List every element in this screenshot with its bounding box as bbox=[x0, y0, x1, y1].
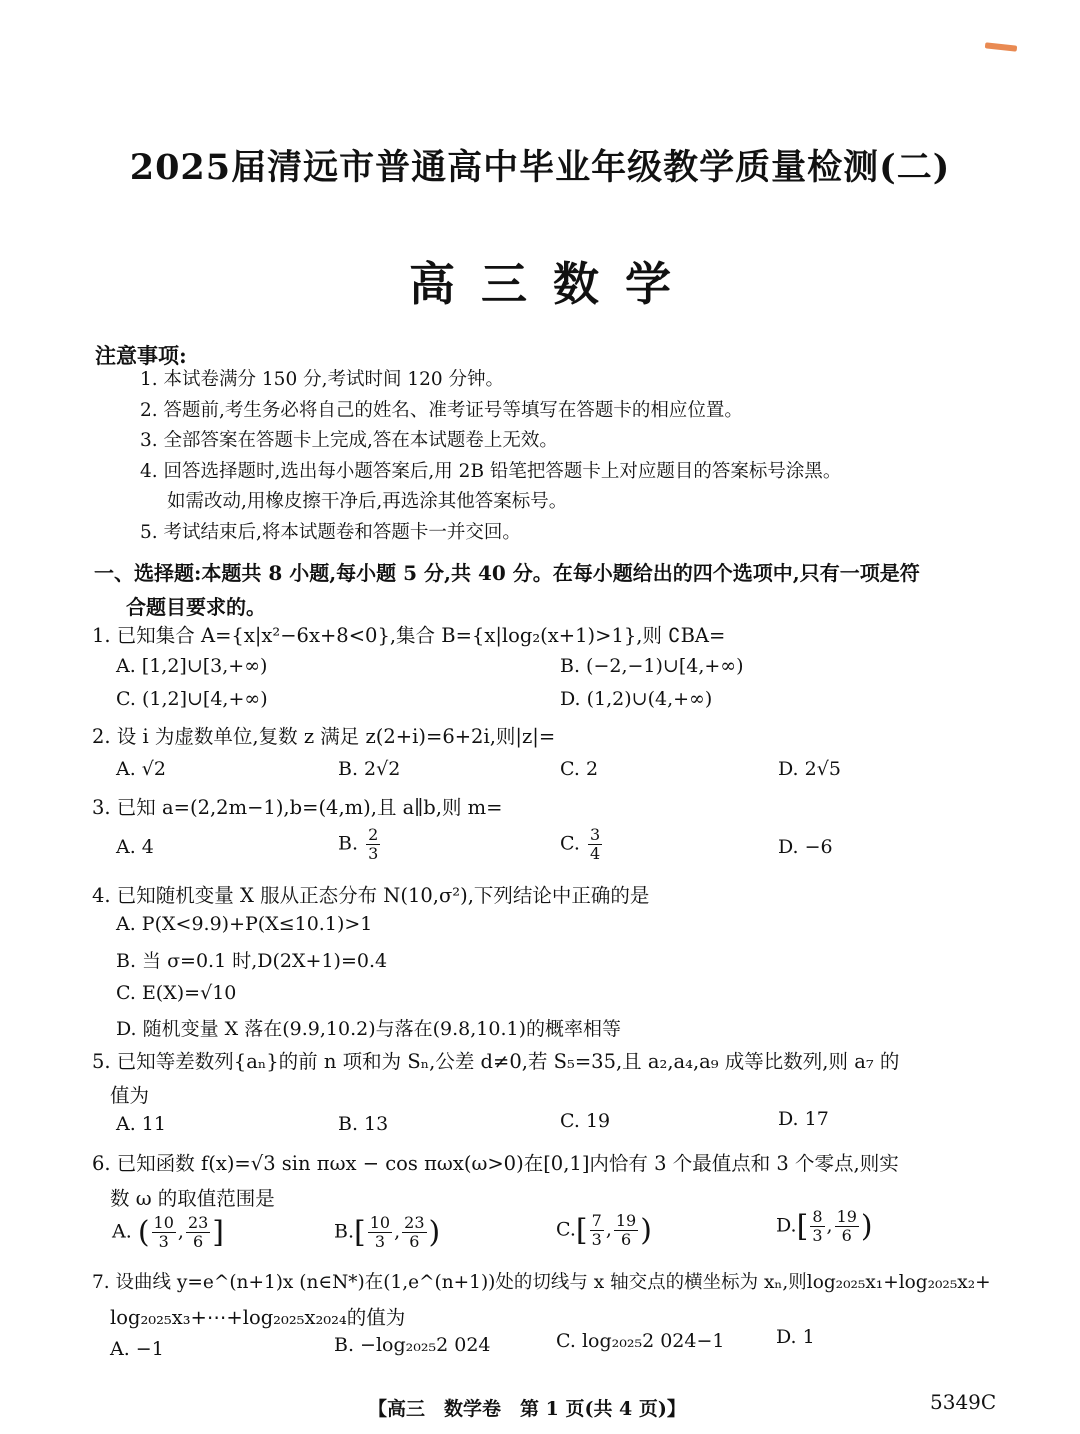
notice-item: 5. 考试结束后,将本试题卷和答题卡一并交回。 bbox=[140, 521, 521, 543]
notice-item: 1. 本试卷满分 150 分,考试时间 120 分钟。 bbox=[140, 369, 505, 390]
question-7-stem-cont: log₂₀₂₅x₃+⋯+log₂₀₂₅x₂₀₂₄的值为 bbox=[110, 1306, 406, 1329]
q4-option-d: D. 随机变量 X 落在(9.9,10.2)与落在(9.8,10.1)的概率相等 bbox=[116, 1018, 622, 1040]
q3-option-c bbox=[560, 826, 604, 863]
section-line: 合题目要求的。 bbox=[126, 595, 266, 619]
question-6-stem-cont: 数 ω 的取值范围是 bbox=[110, 1187, 275, 1210]
fraction bbox=[152, 1214, 176, 1251]
q7-option-c: C. log₂₀₂₅2 024−1 bbox=[556, 1330, 725, 1352]
paper-code: 5349C bbox=[930, 1390, 997, 1414]
q3-option-b-label: B. bbox=[338, 832, 359, 855]
interval-open: ( bbox=[137, 1215, 150, 1250]
q7-option-a: A. −1 bbox=[110, 1338, 164, 1360]
section-line: 一、选择题:本题共 8 小题,每小题 5 分,共 40 分。在每小题给出的四个选项中,只有一项是符 bbox=[94, 561, 920, 585]
denominator: 6 bbox=[841, 1226, 852, 1245]
fraction bbox=[588, 826, 602, 863]
q2-option-c: C. 2 bbox=[560, 758, 599, 780]
denominator: 6 bbox=[620, 1230, 632, 1249]
q6-option-d: D.[ $\frac{8}{3}$ , $\frac{19}{6}$ ) bbox=[776, 1207, 873, 1245]
q6-option-a-label: A. bbox=[112, 1220, 132, 1243]
fraction bbox=[402, 1214, 426, 1251]
denominator: 3 bbox=[374, 1232, 385, 1251]
q7-option-b: B. −log₂₀₂₅2 024 bbox=[334, 1334, 491, 1356]
notice-list bbox=[140, 365, 841, 548]
numerator: 10 bbox=[369, 1213, 391, 1232]
notice-heading: 注意事项: bbox=[95, 343, 187, 368]
exam-title: 2025届清远市普通高中毕业年级教学质量检测(二) bbox=[129, 147, 951, 188]
interval-open: [ bbox=[354, 1215, 366, 1250]
question-1-stem: 1. 已知集合 A={x|x²−6x+8<0},集合 B={x|log₂(x+1)>1},则 ∁BA= bbox=[92, 624, 726, 647]
denominator: 6 bbox=[409, 1232, 420, 1251]
q5-option-a: A. 11 bbox=[116, 1113, 166, 1135]
question-7-stem: 7. 设曲线 y=e^(n+1)x (n∈N*)在(1,e^(n+1))处的切线与 x 轴交点的横坐标为 xₙ,则log₂₀₂₅x₁+log₂₀₂₅x₂+ bbox=[92, 1272, 991, 1293]
denominator: 3 bbox=[158, 1232, 169, 1251]
fraction bbox=[835, 1208, 859, 1245]
notice-item: 3. 全部答案在答题卡上完成,答在本试题卷上无效。 bbox=[140, 430, 558, 451]
q1-option-a: A. [1,2]∪[3,+∞) bbox=[116, 655, 268, 677]
section-header bbox=[94, 556, 994, 624]
fraction bbox=[368, 1214, 392, 1251]
denominator: 3 bbox=[812, 1226, 823, 1245]
interval-close: ) bbox=[428, 1215, 441, 1250]
q6-option-a: A. ( $\frac{10}{3}$ , $\frac{23}{6}$ ] bbox=[112, 1213, 225, 1251]
fraction bbox=[810, 1208, 824, 1245]
q3-option-c-label: C. bbox=[560, 832, 580, 855]
q4-option-b: B. 当 σ=0.1 时,D(2X+1)=0.4 bbox=[116, 950, 388, 972]
q6-option-b-label: B. bbox=[334, 1220, 355, 1243]
numerator: 3 bbox=[589, 825, 601, 844]
fraction bbox=[590, 1212, 604, 1249]
fraction bbox=[614, 1212, 638, 1249]
q2-option-b: B. 2√2 bbox=[338, 758, 401, 780]
question-6-stem: 6. 已知函数 f(x)=√3 sin πωx − cos πωx(ω>0)在[0,1]内恰有 3 个最值点和 3 个零点,则实 bbox=[92, 1152, 899, 1175]
q6-option-c: C.[ $\frac{7}{3}$ , $\frac{19}{6}$ ) bbox=[556, 1211, 652, 1249]
denominator: 4 bbox=[589, 844, 601, 863]
q6-option-d-label: D. bbox=[776, 1214, 797, 1237]
question-2-stem: 2. 设 i 为虚数单位,复数 z 满足 z(2+i)=6+2i,则|z|= bbox=[92, 725, 556, 748]
q4-option-c: C. E(X)=√10 bbox=[116, 982, 237, 1004]
q6-option-c-label: C. bbox=[556, 1218, 576, 1241]
numerator: 7 bbox=[591, 1211, 602, 1230]
fraction bbox=[366, 826, 380, 863]
q1-option-d: D. (1,2)∪(4,+∞) bbox=[560, 688, 713, 710]
numerator: 8 bbox=[812, 1207, 823, 1226]
numerator: 23 bbox=[404, 1213, 425, 1232]
q1-option-c: C. (1,2]∪[4,+∞) bbox=[116, 688, 268, 710]
q4-option-a: A. P(X<9.9)+P(X≤10.1)>1 bbox=[116, 913, 373, 935]
numerator: 10 bbox=[153, 1213, 174, 1232]
notice-item: 4. 回答选择题时,选出每小题答案后,用 2B 铅笔把答题卡上对应题目的答案标号涂黑。 bbox=[140, 460, 842, 482]
interval-close: ) bbox=[640, 1213, 652, 1248]
numerator: 23 bbox=[187, 1213, 209, 1232]
q2-option-d: D. 2√5 bbox=[778, 758, 841, 780]
q5-option-c: C. 19 bbox=[560, 1110, 611, 1132]
q7-option-d: D. 1 bbox=[776, 1326, 815, 1348]
denominator: 3 bbox=[368, 844, 379, 863]
denominator: 3 bbox=[591, 1230, 602, 1249]
denominator: 6 bbox=[193, 1232, 204, 1251]
numerator: 19 bbox=[836, 1207, 857, 1226]
notice-item: 如需改动,用橡皮擦干净后,再选涂其他答案标号。 bbox=[167, 491, 568, 512]
numerator: 2 bbox=[368, 825, 379, 844]
q5-option-b: B. 13 bbox=[338, 1113, 389, 1135]
q1-option-b: B. (−2,−1)∪[4,+∞) bbox=[560, 655, 744, 677]
q2-option-a: A. √2 bbox=[116, 758, 166, 780]
question-5-stem: 5. 已知等差数列{aₙ}的前 n 项和为 Sₙ,公差 d≠0,若 S₅=35,且 a₂,a₄,a₉ 成等比数列,则 a₇ 的 bbox=[92, 1050, 900, 1073]
subject-title: 高三数学 bbox=[409, 257, 697, 311]
notice-item: 2. 答题前,考生务必将自己的姓名、准考证号等填写在答题卡的相应位置。 bbox=[140, 399, 743, 421]
corner-mark bbox=[985, 42, 1017, 51]
fraction bbox=[186, 1214, 210, 1251]
q3-option-d: D. −6 bbox=[778, 836, 833, 858]
question-3-stem: 3. 已知 a=(2,2m−1),b=(4,m),且 a∥b,则 m= bbox=[92, 796, 503, 819]
question-4-stem: 4. 已知随机变量 X 服从正态分布 N(10,σ²),下列结论中正确的是 bbox=[92, 884, 650, 907]
question-5-stem-cont: 值为 bbox=[110, 1084, 150, 1107]
q5-option-d: D. 17 bbox=[778, 1108, 829, 1130]
interval-open: [ bbox=[575, 1213, 588, 1248]
interval-close: ) bbox=[860, 1209, 873, 1244]
page-footer: 【高三 数学卷 第 1 页(共 4 页)】 bbox=[368, 1398, 686, 1420]
interval-close: ] bbox=[212, 1215, 225, 1250]
q6-option-b: B.[ $\frac{10}{3}$ , $\frac{23}{6}$ ) bbox=[334, 1213, 441, 1251]
q3-option-a: A. 4 bbox=[116, 836, 154, 858]
q3-option-b bbox=[338, 826, 382, 863]
numerator: 19 bbox=[615, 1211, 637, 1230]
interval-open: [ bbox=[796, 1209, 809, 1244]
